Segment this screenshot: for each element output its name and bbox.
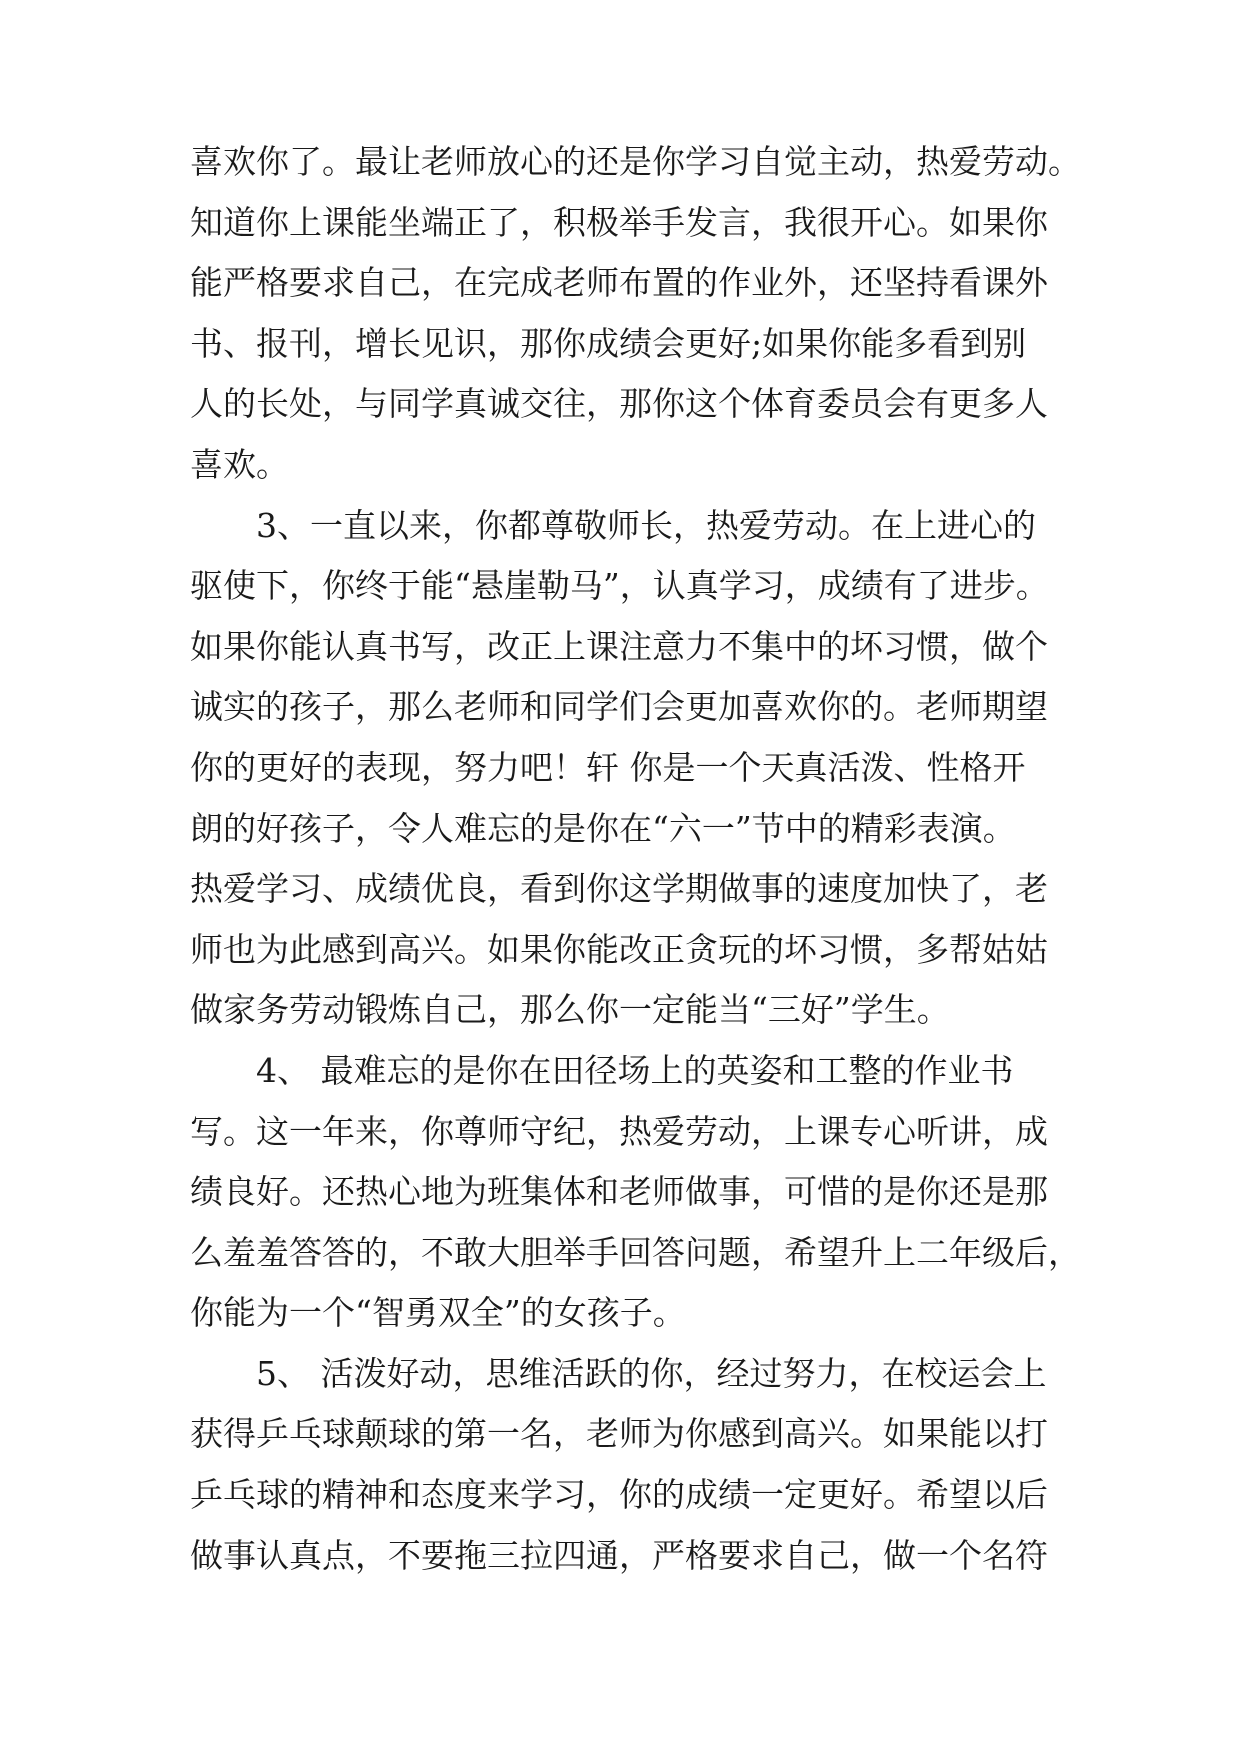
text-line: 热爱学习、成绩优良，看到你这学期做事的速度加快了，老	[190, 869, 1048, 909]
text-line: 么羞羞答答的，不敢大胆举手回答问题，希望升上二年级后，	[190, 1232, 1081, 1272]
text-line: 人的长处，与同学真诚交往，那你这个体育委员会有更多人	[190, 384, 1048, 424]
text-line: 写。这一年来，你尊师守纪，热爱劳动，上课专心听讲，成	[190, 1111, 1048, 1151]
text-line: 做事认真点，不要拖三拉四通，严格要求自己，做一个名符	[190, 1535, 1048, 1575]
text-line: 乒乓球的精神和态度来学习，你的成绩一定更好。希望以后	[190, 1475, 1048, 1515]
text-line: 你能为一个“智勇双全”的女孩子。	[190, 1293, 686, 1333]
text-line: 5、 活泼好动，思维活跃的你，经过努力，在校运会上	[190, 1353, 1047, 1393]
text-line: 绩良好。还热心地为班集体和老师做事，可惜的是你还是那	[190, 1172, 1048, 1212]
text-line: 做家务劳动锻炼自己，那么你一定能当“三好”学生。	[190, 990, 950, 1030]
text-line: 师也为此感到高兴。如果你能改正贪玩的坏习惯，多帮姑姑	[190, 929, 1048, 969]
text-line: 你的更好的表现，努力吧！轩 你是一个天真活泼、性格开	[190, 747, 1026, 787]
text-line: 4、 最难忘的是你在田径场上的英姿和工整的作业书	[190, 1050, 1014, 1090]
document-body	[190, 132, 1081, 1586]
text-line: 获得乒乓球颠球的第一名，老师为你感到高兴。如果能以打	[190, 1414, 1048, 1454]
text-line: 喜欢。	[190, 444, 289, 484]
text-line: 诚实的孩子，那么老师和同学们会更加喜欢你的。老师期望	[190, 687, 1048, 727]
text-line: 3、一直以来，你都尊敬师长，热爱劳动。在上进心的	[190, 505, 1036, 545]
text-line: 如果你能认真书写，改正上课注意力不集中的坏习惯，做个	[190, 626, 1048, 666]
text-line: 知道你上课能坐端正了，积极举手发言，我很开心。如果你	[190, 202, 1048, 242]
text-line: 驱使下，你终于能“悬崖勒马”，认真学习，成绩有了进步。	[190, 566, 1049, 606]
text-line: 能严格要求自己，在完成老师布置的作业外，还坚持看课外	[190, 263, 1048, 303]
text-line: 喜欢你了。最让老师放心的还是你学习自觉主动，热爱劳动。	[190, 142, 1081, 181]
text-line: 朗的好孩子，令人难忘的是你在“六一”节中的精彩表演。	[190, 808, 1016, 848]
text-line: 书、报刊，增长见识，那你成绩会更好;如果你能多看到别	[190, 323, 1027, 363]
